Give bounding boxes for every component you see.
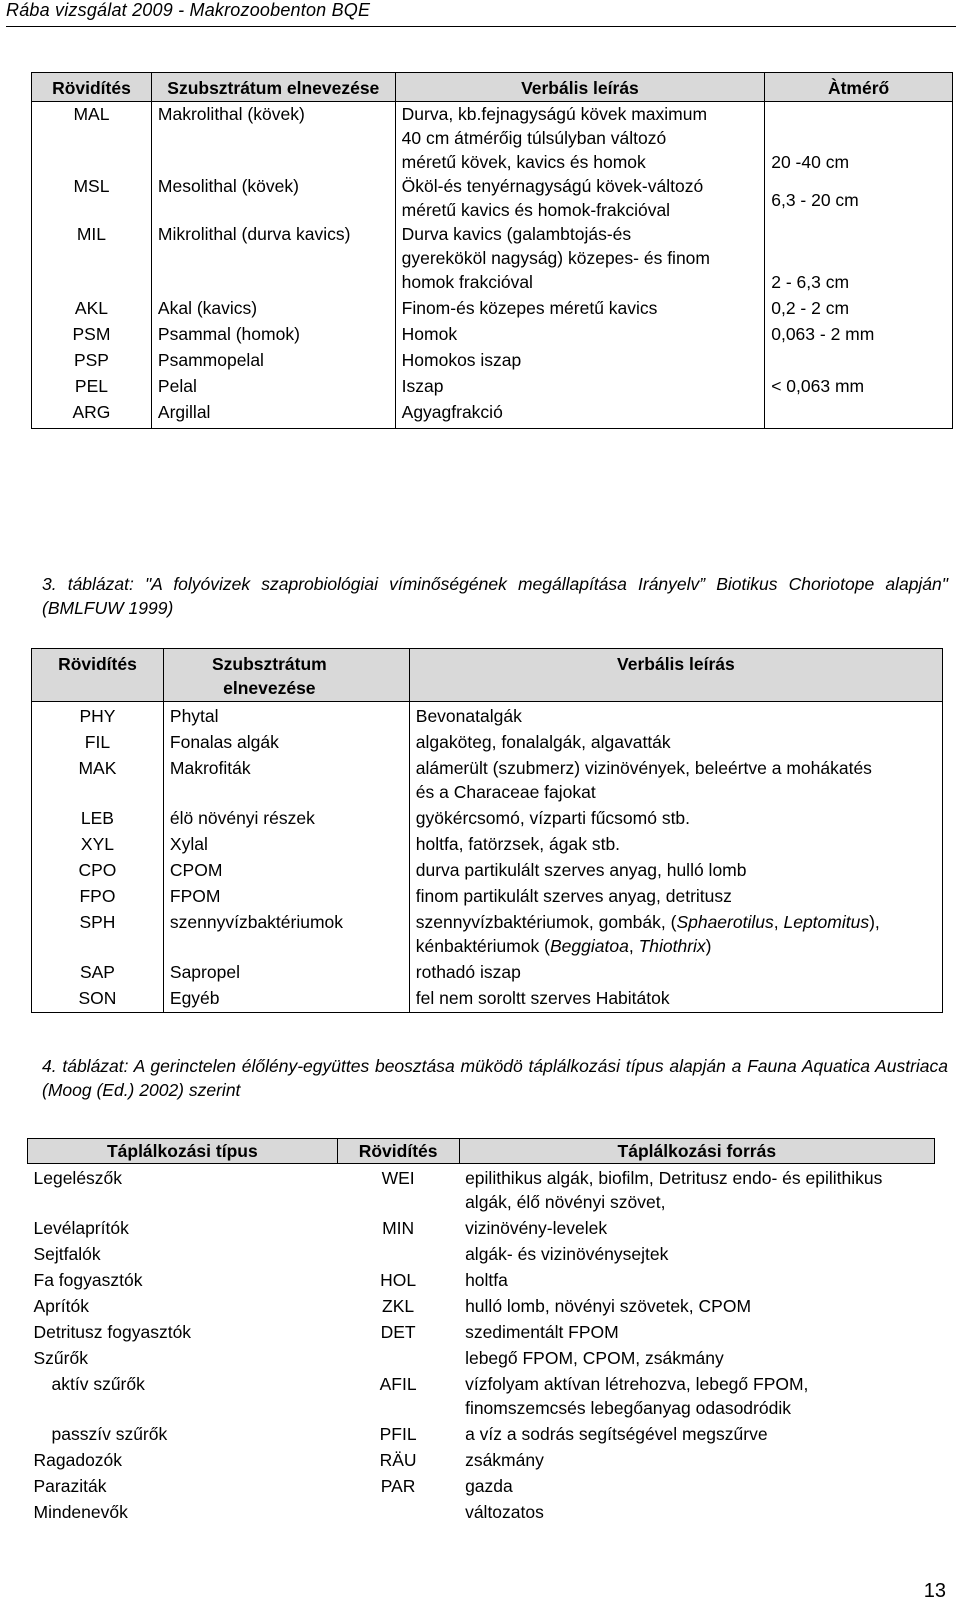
col-header: Àtmérő	[765, 73, 953, 102]
table-row	[28, 1292, 935, 1318]
name-cell: Sapropel	[163, 958, 409, 984]
abbr-cell: PEL	[32, 372, 152, 398]
abbr-cell	[337, 1498, 459, 1524]
abbr-cell: PSM	[32, 320, 152, 346]
desc-cell: Iszap	[395, 372, 765, 398]
table-row	[32, 984, 943, 1013]
desc-cell: Finom-és közepes méretű kavics	[395, 294, 765, 320]
type-cell: Fa fogyasztók	[33, 1270, 143, 1290]
abbr-cell: HOL	[380, 1270, 417, 1290]
desc-cell: algaköteg, fonalalgák, algavatták	[409, 728, 942, 754]
name-cell: Makrolithal (kövek)	[151, 102, 395, 175]
abbr-cell: DET	[380, 1322, 416, 1342]
col-header: Táplálkozási forrás	[459, 1139, 934, 1164]
table-row	[32, 754, 943, 804]
desc-cell: holtfa, fatörzsek, ágak stb.	[409, 830, 942, 856]
name-cell: Makrofiták	[163, 754, 409, 804]
table-row	[32, 102, 953, 175]
source-cell: szedimentált FPOM	[465, 1322, 619, 1342]
source-cell: a víz a sodrás segítségével megszűrve	[465, 1424, 768, 1444]
table-row	[32, 398, 953, 429]
table-row	[28, 1344, 935, 1370]
source-cell: zsákmány	[465, 1450, 544, 1470]
table-row	[32, 882, 943, 908]
source-cell: változatos	[465, 1502, 544, 1522]
table-row	[28, 1164, 935, 1215]
table-row	[32, 372, 953, 398]
abbr-cell: AKL	[32, 294, 152, 320]
header-divider	[6, 26, 956, 27]
table-row	[32, 320, 953, 346]
type-cell: Detritusz fogyasztók	[33, 1322, 192, 1342]
abbr-cell: PFIL	[379, 1424, 417, 1444]
table-row	[28, 1214, 935, 1240]
table-row	[32, 174, 953, 222]
source-cell: lebegő FPOM, CPOM, zsákmány	[465, 1348, 724, 1368]
diameter-cell: < 0,063 mm	[765, 372, 953, 398]
desc-cell: Ököl-és tenyérnagyságú kövek-változó méretű kavics és homok-frakcióval	[395, 174, 765, 222]
type-cell: passzív szűrők	[51, 1424, 168, 1444]
source-cell: holtfa	[465, 1270, 508, 1290]
type-cell: Mindenevők	[33, 1502, 128, 1522]
abbr-cell: PSP	[32, 346, 152, 372]
source-cell: gazda	[465, 1476, 513, 1496]
name-cell: Argillal	[151, 398, 395, 429]
col-header: Verbális leírás	[395, 73, 765, 102]
desc-text: ), kénbaktériumok (	[415, 912, 880, 956]
table-row	[32, 830, 943, 856]
diameter-cell	[765, 346, 953, 372]
taxon-name: Sphaerotilus	[676, 912, 774, 932]
desc-cell: Homok	[395, 320, 765, 346]
name-cell: szennyvízbaktériumok	[163, 908, 409, 958]
abbr-cell: MSL	[32, 174, 152, 222]
table-row	[32, 222, 953, 294]
type-cell: aktív szűrők	[51, 1374, 145, 1394]
abbr-cell	[337, 1344, 459, 1370]
page-number: 13	[923, 1580, 946, 1602]
running-header: Rába vizsgálat 2009 - Makrozoobenton BQE	[6, 0, 371, 20]
desc-text: szennyvízbaktériumok, gombák, (	[415, 912, 677, 932]
desc-cell: alámerült (szubmerz) vizinövények, beleértve a mohákatés és a Characeae fajokat	[409, 754, 942, 804]
abbr-cell: LEB	[32, 804, 164, 830]
source-cell: algák- és vizinövénysejtek	[465, 1244, 669, 1264]
type-cell: Levélaprítók	[33, 1218, 129, 1238]
type-cell: Szűrők	[33, 1348, 88, 1368]
source-cell: epilithikus algák, biofilm, Detritusz endo- és epilithikus algák, élő növényi szövet,	[465, 1168, 883, 1212]
name-cell: élö növényi részek	[163, 804, 409, 830]
desc-cell: finom partikulált szerves anyag, detritusz	[409, 882, 942, 908]
table-row	[28, 1318, 935, 1344]
table-row	[28, 1472, 935, 1498]
abbr-cell: ZKL	[382, 1296, 415, 1316]
desc-text: )	[705, 936, 712, 956]
col-header: Rövidítés	[337, 1139, 459, 1164]
table-row	[28, 1266, 935, 1292]
source-cell: vizinövény-levelek	[465, 1218, 608, 1238]
abbr-cell: CPO	[32, 856, 164, 882]
table-row	[32, 856, 943, 882]
type-cell: Ragadozók	[33, 1450, 123, 1470]
abbr-cell: PAR	[380, 1476, 416, 1496]
name-cell: Fonalas algák	[163, 728, 409, 754]
abbr-cell: AFIL	[379, 1374, 417, 1394]
table-caption-4: 4. táblázat: A gerinctelen élőlény-együttes beosztása müködö táplálkozási típus alapján a Fauna Aquatica Austriaca (Moog (Ed.) 2002) szerint	[42, 1056, 948, 1100]
name-cell: Mikrolithal (durva kavics)	[151, 222, 395, 294]
desc-cell: Durva kavics (galambtojás-és gyerekököl nagyság) közepes- és finom homok frakcióval	[395, 222, 765, 294]
taxon-name: Beggiatoa	[550, 936, 629, 956]
abbr-cell: MAL	[32, 102, 152, 175]
desc-cell: fel nem soroltt szerves Habitátok	[409, 984, 942, 1013]
desc-cell: Homokos iszap	[395, 346, 765, 372]
diameter-cell	[765, 398, 953, 429]
table-row	[28, 1240, 935, 1266]
abbr-cell: FIL	[32, 728, 164, 754]
name-cell: Egyéb	[163, 984, 409, 1013]
table-header-row	[28, 1139, 935, 1164]
col-header: Szubsztrátum elnevezése	[151, 73, 395, 102]
table-row	[28, 1446, 935, 1472]
table-row	[32, 294, 953, 320]
type-cell: Aprítók	[33, 1296, 89, 1316]
name-cell: Psammopelal	[151, 346, 395, 372]
abbr-cell: RÄU	[379, 1450, 417, 1470]
diameter-cell: 20 -40 cm	[765, 102, 953, 175]
table-row	[32, 804, 943, 830]
diameter-cell: 2 - 6,3 cm	[765, 222, 953, 294]
abbr-cell: WEI	[381, 1168, 415, 1188]
taxon-name: Thiothrix	[638, 936, 706, 956]
name-cell: FPOM	[163, 882, 409, 908]
table-row	[32, 346, 953, 372]
desc-cell: Durva, kb.fejnagyságú kövek maximum 40 cm átmérőig túlsúlyban változó méretű kövek, kavics és homok	[395, 102, 765, 175]
table-row	[28, 1498, 935, 1524]
type-cell: Legelészők	[33, 1168, 123, 1188]
abbr-cell: PHY	[32, 702, 164, 729]
col-header: Rövidítés	[32, 649, 164, 702]
name-cell: CPOM	[163, 856, 409, 882]
abbr-cell: SON	[32, 984, 164, 1013]
name-cell: Mesolithal (kövek)	[151, 174, 395, 222]
name-cell: Psammal (homok)	[151, 320, 395, 346]
substrate-table	[31, 72, 953, 429]
table-row	[28, 1370, 935, 1420]
name-cell: Phytal	[163, 702, 409, 729]
choriotope-table	[31, 648, 943, 1013]
source-cell: hulló lomb, növényi szövetek, CPOM	[465, 1296, 752, 1316]
source-cell: vízfolyam aktívan létrehozva, lebegő FPOM, finomszemcsés lebegőanyag odasodródik	[465, 1374, 809, 1418]
abbr-cell: SPH	[32, 908, 164, 958]
table-header-row	[32, 649, 943, 702]
abbr-cell: FPO	[32, 882, 164, 908]
table-row	[32, 908, 943, 958]
abbr-cell: ARG	[32, 398, 152, 429]
desc-cell	[409, 908, 942, 958]
col-header: Verbális leírás	[409, 649, 942, 702]
abbr-cell	[337, 1240, 459, 1266]
col-header: Táplálkozási típus	[28, 1139, 338, 1164]
diameter-cell: 0,2 - 2 cm	[765, 294, 953, 320]
feeding-type-table	[27, 1138, 935, 1524]
table-header-row	[32, 73, 953, 102]
table-row	[32, 702, 943, 729]
abbr-cell: MAK	[32, 754, 164, 804]
table-row	[28, 1420, 935, 1446]
abbr-cell: SAP	[32, 958, 164, 984]
taxon-name: Leptomitus	[783, 912, 870, 932]
type-cell: Sejtfalók	[33, 1244, 101, 1264]
table-row	[32, 728, 943, 754]
desc-cell: rothadó iszap	[409, 958, 942, 984]
abbr-cell: XYL	[32, 830, 164, 856]
col-header: Rövidítés	[32, 73, 152, 102]
desc-cell: Agyagfrakció	[395, 398, 765, 429]
desc-text: ,	[628, 936, 639, 956]
col-header: Szubsztrátum elnevezése	[163, 649, 409, 702]
table-caption-3: 3. táblázat: "A folyóvizek szaprobiológiai víminőségének megállapítása Irányelv” Biotikus Choriotope alapján" (BMLFUW 1999)	[42, 574, 948, 618]
abbr-cell: MIL	[32, 222, 152, 294]
diameter-cell: 6,3 - 20 cm	[765, 174, 953, 222]
desc-text: ,	[773, 912, 779, 932]
desc-cell: gyökércsomó, vízparti fűcsomó stb.	[409, 804, 942, 830]
type-cell: Paraziták	[33, 1476, 107, 1496]
name-cell: Xylal	[163, 830, 409, 856]
diameter-cell: 0,063 - 2 mm	[765, 320, 953, 346]
desc-cell: Bevonatalgák	[409, 702, 942, 729]
name-cell: Pelal	[151, 372, 395, 398]
abbr-cell: MIN	[382, 1218, 415, 1238]
table-row	[32, 958, 943, 984]
name-cell: Akal (kavics)	[151, 294, 395, 320]
desc-cell: durva partikulált szerves anyag, hulló lomb	[409, 856, 942, 882]
